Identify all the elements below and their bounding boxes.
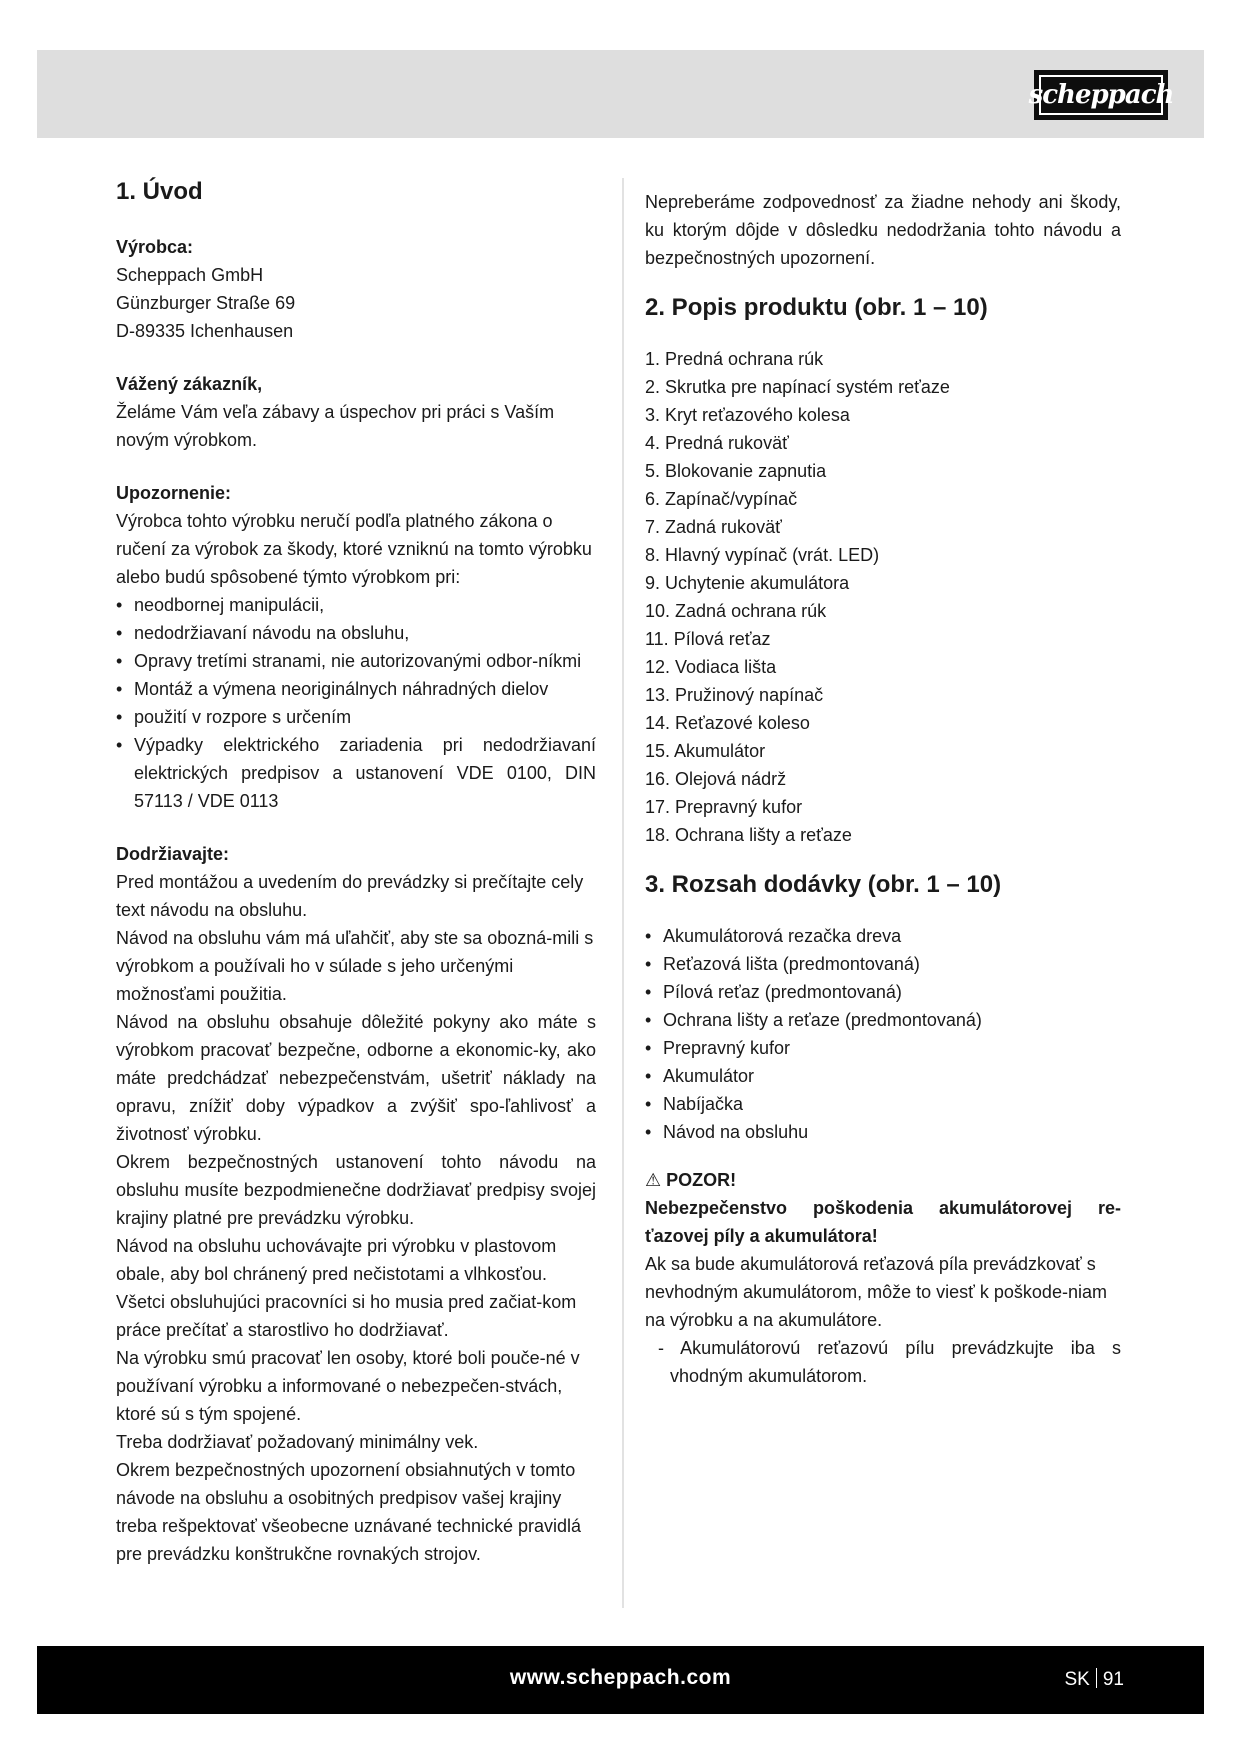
list-item: 15. Akumulátor bbox=[645, 740, 766, 761]
section-1-title: 1. Úvod bbox=[116, 178, 203, 205]
list-item: 4. Predná rukoväť bbox=[645, 432, 789, 453]
column-divider bbox=[622, 178, 624, 1608]
list-item: 17. Prepravný kufor bbox=[645, 796, 803, 817]
observe-paragraph: Pred montážou a uvedením do prevádzky si prečítajte cely text návodu na obsluhu. bbox=[116, 871, 584, 920]
observe-paragraph: Návod na obsluhu vám má uľahčiť, aby ste sa obozná-mili s výrobkom a používali ho v súlade s jeho určenými možnosťami použitia. bbox=[116, 927, 594, 1004]
right-column bbox=[645, 188, 1121, 1390]
scheppach-logo bbox=[1028, 70, 1174, 120]
customer-text: Želáme Vám veľa zábavy a úspechov pri práci s Vaším novým výrobkom. bbox=[116, 401, 555, 450]
warning-item: - Akumulátorovú reťazovú pílu prevádzkujte iba s vhodným akumulátorom. bbox=[658, 1337, 1121, 1386]
logo-text: scheppach bbox=[1039, 75, 1163, 115]
list-item: • Reťazová lišta (predmontovaná) bbox=[645, 950, 1121, 978]
notice-text: Výrobca tohto výrobku neručí podľa platného zákona o ručení za výrobok za škody, ktoré vzniknú na tomto výrobku alebo budú spôsobené týmto výrobkom pri: bbox=[116, 510, 592, 587]
warning-label: POZOR! bbox=[666, 1169, 737, 1190]
list-item: • neodbornej manipulácii, bbox=[116, 591, 596, 619]
list-item: • nedodržiavaní návodu na obsluhu, bbox=[116, 619, 596, 647]
list-item: 1. Predná ochrana rúk bbox=[645, 348, 824, 369]
section-2-title: 2. Popis produktu (obr. 1 – 10) bbox=[645, 294, 988, 321]
list-item: • Prepravný kufor bbox=[645, 1034, 1121, 1062]
list-item: • Opravy tretími stranami, nie autorizovanými odbor-níkmi bbox=[116, 647, 596, 675]
customer-label: Vážený zákazník, bbox=[116, 373, 263, 394]
page-separator bbox=[1096, 1668, 1097, 1688]
list-item: 2. Skrutka pre napínací systém reťaze bbox=[645, 376, 950, 397]
manufacturer-label: Výrobca: bbox=[116, 236, 194, 257]
list-item: 10. Zadná ochrana rúk bbox=[645, 600, 827, 621]
list-item: • Výpadky elektrického zariadenia pri nedodržiavaní elektrických predpisov a ustanovení VDE 0100, DIN 57113 / VDE 0113 bbox=[116, 731, 596, 815]
list-item: 18. Ochrana lišty a reťaze bbox=[645, 824, 852, 845]
notice-list bbox=[116, 591, 596, 815]
page-indicator bbox=[1065, 1668, 1125, 1691]
list-item: 16. Olejová nádrž bbox=[645, 768, 787, 789]
list-item: • Pílová reťaz (predmontovaná) bbox=[645, 978, 1121, 1006]
observe-paragraph: Treba dodržiavať požadovaný minimálny vek. bbox=[116, 1431, 479, 1452]
warning-text: Ak sa bude akumulátorová reťazová píla prevádzkovať s nevhodným akumulátorom, môže to viesť k poškode-niam na výrobku a na akumulátore. bbox=[645, 1253, 1107, 1330]
left-column bbox=[116, 178, 596, 1568]
observe-label: Dodržiavajte: bbox=[116, 843, 230, 864]
observe-paragraph: Návod na obsluhu obsahuje dôležité pokyny ako máte s výrobkom pracovať bezpečne, odborne a ekonomic-ky, ako máte predchádzať nebezpečenstvám, ušetriť náklady na opravu, znížiť doby výpadkov a zvýšiť spo-ľahlivosť a životnosť výrobku. bbox=[116, 1011, 596, 1144]
observe-paragraph: Na výrobku smú pracovať len osoby, ktoré boli pouče-né v používaní výrobku a informované o nebezpečen-stvách, ktoré sú s tým spojené. bbox=[116, 1347, 580, 1424]
delivery-list bbox=[645, 922, 1121, 1146]
manufacturer-line: Scheppach GmbH bbox=[116, 264, 264, 285]
liability-text: Nepreberáme zodpovednosť za žiadne nehody ani škody, ku ktorým dôjde v dôsledku nedodržania tohto návodu a bezpečnostných upozornení. bbox=[645, 192, 1121, 268]
list-item: 12. Vodiaca lišta bbox=[645, 656, 777, 677]
manufacturer-line: D-89335 Ichenhausen bbox=[116, 320, 294, 341]
observe-paragraph: Okrem bezpečnostných upozornení obsiahnutých v tomto návode na obsluhu a osobitných predpisov vašej krajiny treba rešpektovať všeobecne uznávané technické pravidlá pre prevádzku konštrukčne rovnakých strojov. bbox=[116, 1459, 582, 1564]
list-item: 5. Blokovanie zapnutia bbox=[645, 460, 827, 481]
language-code: SK bbox=[1064, 1669, 1090, 1690]
list-item: • Akumulátorová rezačka dreva bbox=[645, 922, 1121, 950]
parts-list bbox=[645, 345, 1121, 849]
observe-paragraph: Okrem bezpečnostných ustanovení tohto návodu na obsluhu musíte bezpodmienečne dodržiavať predpisy svojej krajiny platné pre prevádzku výrobku. bbox=[116, 1151, 596, 1228]
list-item: 6. Zapínač/vypínač bbox=[645, 488, 798, 509]
header-band bbox=[37, 50, 1204, 138]
website-link[interactable]: www.scheppach.com bbox=[509, 1666, 732, 1689]
list-item: • Ochrana lišty a reťaze (predmontovaná) bbox=[645, 1006, 1121, 1034]
warning-bold: Nebezpečenstvo poškodenia akumulátorovej re-ťazovej píly a akumulátora! bbox=[645, 1197, 1121, 1246]
observe-paragraph: Návod na obsluhu uchovávajte pri výrobku v plastovom obale, aby bol chránený pred nečistotami a vlhkosťou. Všetci obsluhujúci pracovníci si ho musia pred začiat-kom práce prečítať a starostlivo ho dodržiavať. bbox=[116, 1235, 577, 1340]
footer-bar bbox=[37, 1646, 1204, 1714]
list-item: • Návod na obsluhu bbox=[645, 1118, 1121, 1146]
list-item: 8. Hlavný vypínač (vrát. LED) bbox=[645, 544, 880, 565]
list-item: 3. Kryt reťazového kolesa bbox=[645, 404, 850, 425]
warning-icon: ⚠ bbox=[645, 1169, 662, 1190]
page-number: 91 bbox=[1102, 1669, 1124, 1690]
manufacturer-line: Günzburger Straße 69 bbox=[116, 292, 296, 313]
section-3-title: 3. Rozsah dodávky (obr. 1 – 10) bbox=[645, 870, 1002, 898]
list-item: • Nabíjačka bbox=[645, 1090, 1121, 1118]
list-item: 13. Pružinový napínač bbox=[645, 684, 824, 705]
list-item: • použití v rozpore s určením bbox=[116, 703, 596, 731]
list-item: 9. Uchytenie akumulátora bbox=[645, 572, 850, 593]
notice-label: Upozornenie: bbox=[116, 482, 231, 503]
warning-heading bbox=[645, 1166, 1121, 1194]
list-item: 11. Pílová reťaz bbox=[645, 628, 771, 649]
list-item: 7. Zadná rukoväť bbox=[645, 516, 782, 537]
list-item: 14. Reťazové koleso bbox=[645, 712, 810, 733]
list-item: • Akumulátor bbox=[645, 1062, 1121, 1090]
list-item: • Montáž a výmena neoriginálnych náhradných dielov bbox=[116, 675, 596, 703]
